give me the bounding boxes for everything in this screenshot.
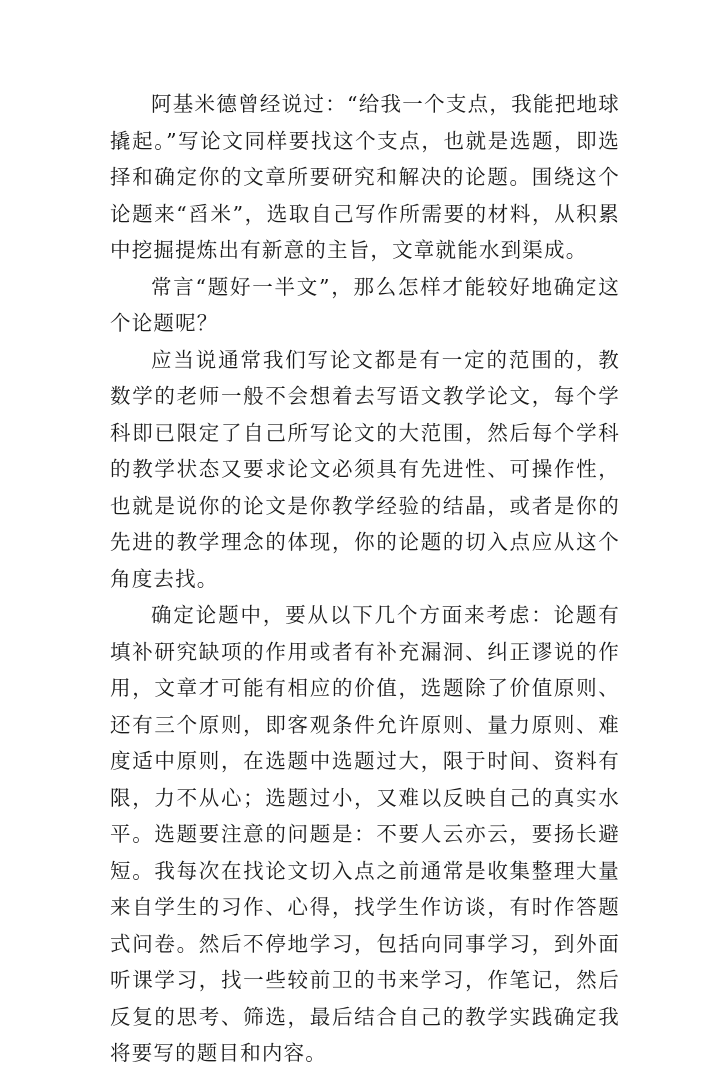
- paragraph-4: 确定论题中，要从以下几个方面来考虑：论题有填补研究缺项的作用或者有补充漏洞、纠正谬说的作用，文章才可能有相应的价值，选题除了价值原则、还有三个原则，即客观条件允许原则、量力原则、难度适中原则，在选题中选题过大，限于时间、资料有限，力不从心；选题过小，又难以反映自己的真实水平。选题要注意的问题是：不要人云亦云，要扬长避短。我每次在找论文切入点之前通常是收集整理大量来自学生的习作、心得，找学生作访谈，有时作答题式问卷。然后不停地学习，包括向同事学习，到外面听课学习，找一些较前卫的书来学习，作笔记，然后反复的思考、筛选，最后结合自己的教学实践确定我将要写的题目和内容。: [110, 603, 620, 1065]
- paragraph-2: 常言“题好一半文”，那么怎样才能较好地确定这个论题呢？: [110, 274, 620, 335]
- paragraph-1: 阿基米德曾经说过：“给我一个支点，我能把地球撬起。”写论文同样要找这个支点，也就是选题，即选择和确定你的文章所要研究和解决的论题。围绕这个论题来“舀米”，选取自己写作所需要的材料，从积累中挖掘提炼出有新意的主旨，文章就能水到渠成。: [110, 92, 620, 262]
- document-body: [110, 86, 620, 1072]
- paragraph-3: 应当说通常我们写论文都是有一定的范围的，教数学的老师一般不会想着去写语文教学论文，每个学科即已限定了自己所写论文的大范围，然后每个学科的教学状态又要求论文必须具有先进性、可操作性，也就是说你的论文是你教学经验的结晶，或者是你的先进的教学理念的体现，你的论题的切入点应从这个角度去找。: [110, 347, 620, 591]
